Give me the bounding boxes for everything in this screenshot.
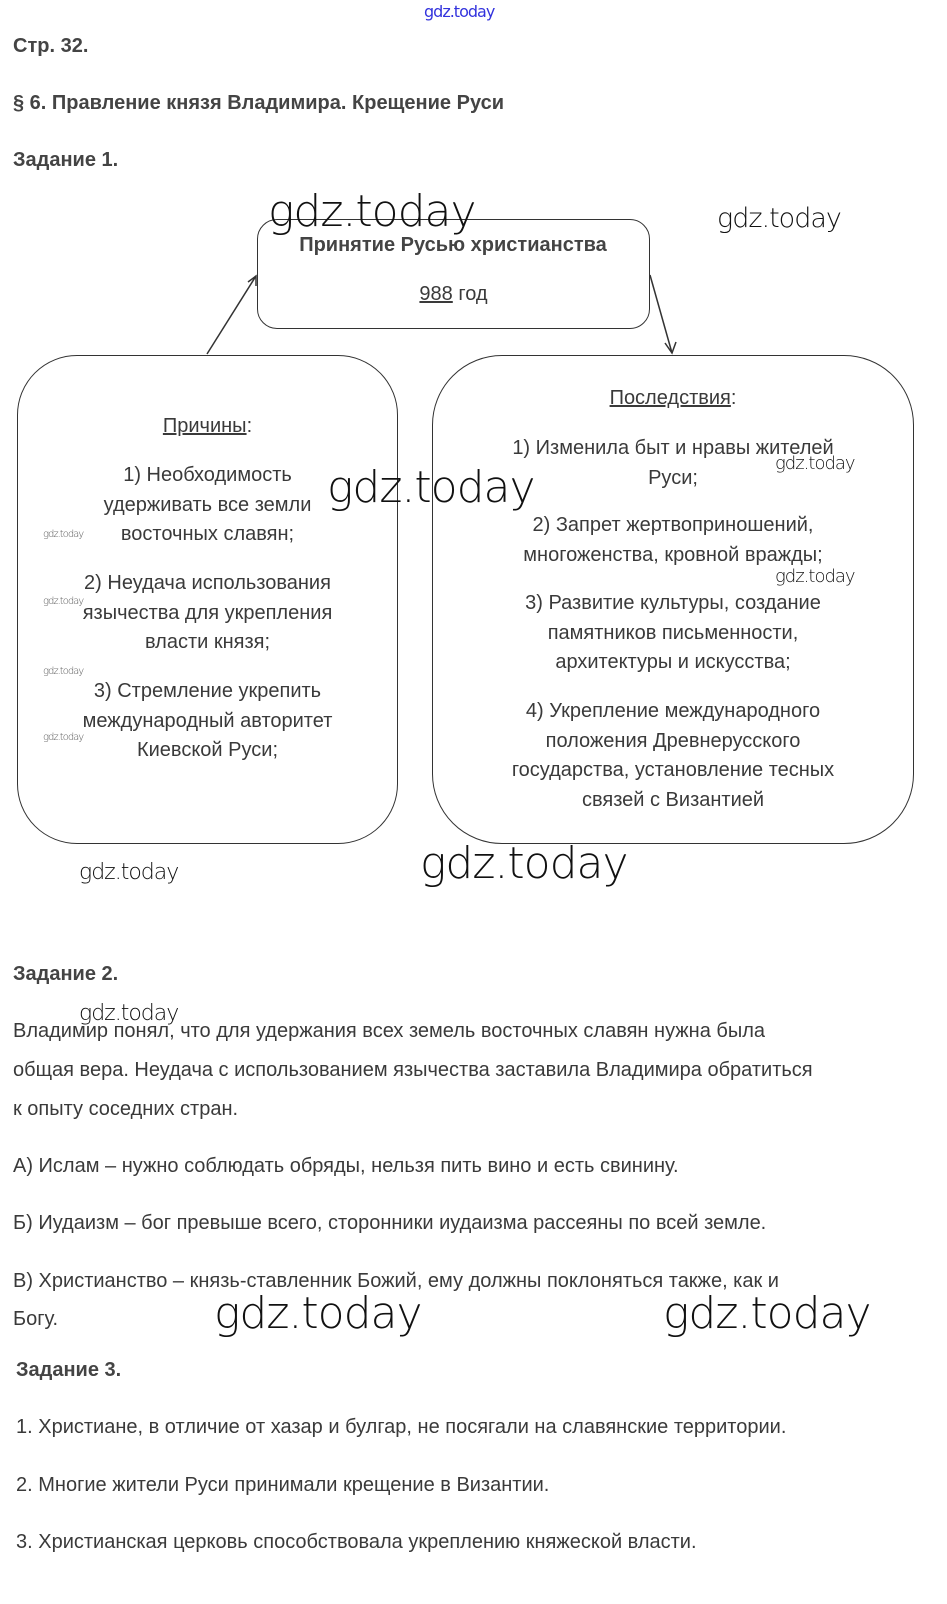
watermark: gdz.today	[717, 203, 841, 234]
cause-line: Киевской Руси;	[136, 739, 278, 761]
arrow-center-to-consequences	[650, 275, 672, 353]
task2-answer-a: А) Ислам – нужно соблюдать обряды, нельзя пить вино и есть свинину.	[13, 1155, 679, 1177]
task3-item-1: 1. Христиане, в отличие от хазар и булгар, не посягали на славянские территории.	[16, 1416, 787, 1438]
task2-answer-c-2: Богу.	[13, 1308, 59, 1330]
year-suffix: год	[452, 283, 488, 305]
watermark: gdz.today	[663, 1288, 871, 1339]
page-reference: Стр. 32.	[13, 35, 89, 57]
task3-item-2: 2. Многие жители Руси принимали крещение в Византии.	[16, 1474, 550, 1496]
consequence-line: памятников письменности,	[547, 621, 799, 644]
watermark: gdz.today	[79, 860, 179, 885]
consequence-line: Руси;	[648, 466, 698, 489]
cause-line: 2) Неудача использования	[84, 572, 331, 594]
watermark: gdz.today	[43, 596, 84, 607]
cause-line: удерживать все земли	[103, 493, 312, 516]
cause-line: международный авторитет	[82, 709, 333, 732]
watermark: gdz.today	[43, 666, 84, 677]
section-title: § 6. Правление князя Владимира. Крещение Руси	[13, 92, 504, 114]
consequence-line: 2) Запрет жертвоприношений,	[532, 514, 814, 536]
task1-heading: Задание 1.	[13, 149, 119, 171]
consequence-line: 3) Развитие культуры, создание	[525, 592, 821, 614]
arrow-causes-to-center	[207, 276, 256, 354]
consequence-line: государства, установление тесных	[511, 759, 835, 781]
cause-line: восточных славян;	[120, 523, 295, 545]
year-value: 988	[419, 283, 453, 305]
cause-line: язычества для укрепления	[82, 601, 333, 624]
task2-intro-1: Владимир понял, что для удержания всех земель восточных славян нужна была	[13, 1020, 766, 1042]
task3-item-3: 3. Христианская церковь способствовала укреплению княжеской власти.	[16, 1531, 697, 1553]
task2-intro-2: общая вера. Неудача с использованием язычества заставила Владимира обратиться	[13, 1059, 813, 1081]
watermark: gdz.today	[420, 838, 628, 889]
consequence-line: архитектуры и искусства;	[555, 651, 791, 673]
task2-answer-b: Б) Иудаизм – бог превыше всего, сторонники иудаизма рассеяны по всей земле.	[13, 1212, 767, 1234]
consequence-line: 4) Укрепление международного	[525, 700, 821, 722]
task3-heading: Задание 3.	[16, 1359, 122, 1381]
watermark: gdz.today	[268, 186, 476, 237]
top-watermark-link[interactable]: gdz.today	[424, 2, 495, 21]
cause-line: 1) Необходимость	[123, 464, 292, 486]
consequence-line: связей с Византией	[581, 788, 765, 811]
causes-heading-colon: :	[246, 415, 253, 437]
causes-heading	[17, 415, 398, 438]
consequence-line: многоженства, кровной вражды;	[523, 543, 823, 566]
center-box-title: Принятие Русью христианства	[299, 234, 607, 256]
watermark: gdz.today	[775, 453, 855, 474]
cause-line: власти князя;	[144, 631, 271, 653]
consequences-heading	[432, 387, 914, 410]
watermark: gdz.today	[43, 529, 84, 540]
watermark: gdz.today	[775, 566, 855, 587]
watermark: gdz.today	[327, 462, 535, 513]
consequences-heading-text: Последствия	[609, 387, 731, 409]
task2-heading: Задание 2.	[13, 963, 119, 985]
task2-answer-c-1: В) Христианство – князь-ставленник Божий, ему должны поклоняться также, как и	[13, 1270, 779, 1292]
causes-heading-text: Причины	[162, 415, 247, 437]
watermark: gdz.today	[79, 1001, 179, 1026]
watermark: gdz.today	[214, 1288, 422, 1339]
watermark: gdz.today	[43, 732, 84, 743]
task2-intro-3: к опыту соседних стран.	[13, 1098, 239, 1120]
consequence-line: положения Древнерусского	[545, 729, 801, 752]
consequence-line: 1) Изменила быт и нравы жителей	[512, 437, 834, 459]
cause-line: 3) Стремление укрепить	[93, 680, 322, 702]
consequences-heading-colon: :	[730, 387, 737, 409]
